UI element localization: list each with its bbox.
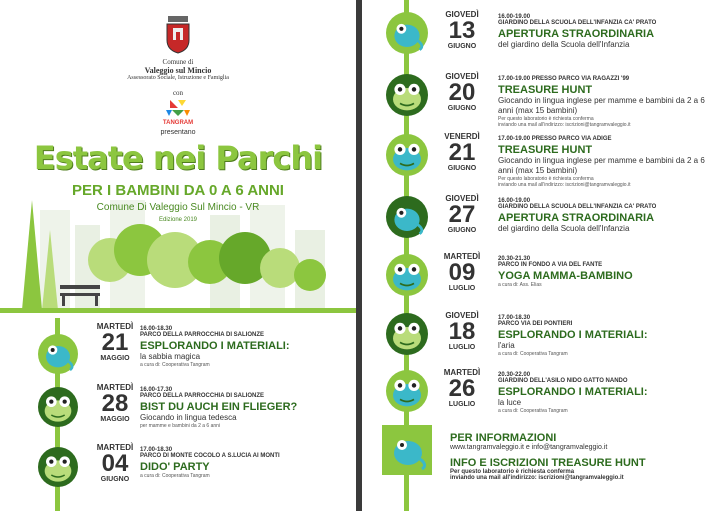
event-number: 26 bbox=[448, 375, 476, 402]
frog-icon bbox=[386, 74, 428, 116]
comune-line3: Assessorato Sociale, Istruzione e Famiglia bbox=[127, 75, 229, 82]
event-subtitle: la luce bbox=[498, 398, 522, 407]
event-day: MARTEDÌ bbox=[443, 368, 481, 377]
frog-icon bbox=[38, 447, 78, 487]
event-title: BIST DU AUCH EIN FLIEGER? bbox=[140, 401, 298, 413]
event-month: LUGLIO bbox=[448, 285, 476, 292]
event-date bbox=[432, 194, 492, 234]
event-icon bbox=[386, 313, 428, 355]
event-location: PARCO VIA DEI PONTIERI bbox=[498, 321, 573, 327]
event-subtitle: Giocando in lingua inglese per mamme e bambini da 2 a 6 anni (max 15 bambini) bbox=[498, 96, 705, 115]
left-page bbox=[0, 0, 356, 511]
event-subtitle: l'aria bbox=[498, 341, 515, 350]
event-icon bbox=[386, 370, 428, 412]
event-number: 28 bbox=[101, 390, 129, 417]
event-subtitle: la sabbia magica bbox=[140, 352, 201, 361]
event-number: 21 bbox=[448, 139, 476, 166]
event-note-email[interactable]: inviando una mail all'indirizzo: iscrizioni@tangramvaleggio.it bbox=[498, 182, 631, 188]
event-info bbox=[498, 136, 716, 188]
event-note: Per questo laboratorio è richiesta conferma bbox=[498, 176, 594, 182]
event-number: 18 bbox=[448, 318, 476, 345]
event-date bbox=[432, 368, 492, 408]
event-month: GIUGNO bbox=[447, 105, 477, 112]
event-info bbox=[140, 326, 354, 368]
event-number: 21 bbox=[101, 329, 129, 356]
tangram-logo-icon bbox=[156, 98, 200, 126]
event-date bbox=[432, 10, 492, 50]
con-text: con bbox=[172, 89, 184, 97]
event-location: PARCO DI MONTE COCOLO A S.LUCIA AI MONTI bbox=[140, 453, 280, 459]
event-title: YOGA MAMMA-BAMBINO bbox=[498, 270, 633, 282]
page-subtitle: PER I BAMBINI DA 0 A 6 ANNI bbox=[72, 182, 284, 199]
event-info bbox=[498, 256, 716, 288]
event-location: GIARDINO DELL'ASILO NIDO GATTO NANDO bbox=[498, 378, 628, 384]
event-date bbox=[432, 311, 492, 351]
presentano-text: presentano bbox=[160, 129, 196, 136]
event-time: 17.00-19.00 PRESSO PARCO VIA ADIGE bbox=[498, 136, 612, 142]
event-info bbox=[498, 372, 716, 414]
event-time: 17.00-18.30 bbox=[498, 315, 531, 321]
event-title: ESPLORANDO I MATERIALI: bbox=[140, 340, 290, 352]
event-title: APERTURA STRAORDINARIA bbox=[498, 212, 655, 224]
event-time: 16.00-19.00 bbox=[498, 14, 531, 20]
event-month: GIUGNO bbox=[447, 165, 477, 172]
info-text[interactable]: www.tangramvaleggio.it e info@tangramvaleggio.it bbox=[450, 444, 608, 451]
event-location: PARCO IN FONDO A VIA DEL FANTE bbox=[498, 262, 603, 268]
event-number: 13 bbox=[448, 17, 476, 44]
event-month: GIUGNO bbox=[447, 227, 477, 234]
event-number: 09 bbox=[448, 259, 476, 286]
footer bbox=[362, 420, 720, 511]
event-time: 17.00-19.00 PRESSO PARCO VIA RAGAZZI '99 bbox=[498, 76, 630, 82]
comune-line2: Valeggio sul Mincio bbox=[144, 66, 212, 76]
event-date bbox=[432, 72, 492, 112]
event-date bbox=[432, 132, 492, 172]
frog-icon bbox=[386, 134, 428, 176]
info-title: PER INFORMAZIONI bbox=[450, 432, 557, 444]
event-subtitle: del giardino della Scuola dell'Infanzia bbox=[498, 224, 630, 233]
event-note: a cura di: Cooperativa Tangram bbox=[140, 362, 210, 368]
place-text: Comune Di Valeggio Sul Mincio - VR bbox=[96, 202, 260, 213]
treasure-hunt-line2[interactable]: inviando una mail all'indirizzo: iscrizioni@tangramvaleggio.it bbox=[450, 475, 624, 481]
event-title: TREASURE HUNT bbox=[498, 144, 593, 156]
crest-icon bbox=[163, 14, 193, 54]
event-note: a cura di: Cooperativa Tangram bbox=[140, 473, 210, 479]
event-time: 20.30-21.30 bbox=[498, 256, 531, 262]
event-month: LUGLIO bbox=[448, 344, 476, 351]
event-info bbox=[498, 76, 716, 128]
event-location: PARCO DELLA PARROCCHIA DI SALIONZE bbox=[140, 332, 264, 338]
treasure-hunt-title: INFO E ISCRIZIONI TREASURE HUNT bbox=[450, 457, 646, 469]
event-date bbox=[85, 383, 145, 423]
event-location: GIARDINO DELLA SCUOLA DELL'INFANZIA CA' PRATO bbox=[498, 204, 657, 210]
event-note: a cura di: Cooperativa Tangram bbox=[498, 351, 568, 357]
event-subtitle: Giocando in lingua inglese per mamme e bambini da 2 a 6 anni (max 15 bambini) bbox=[498, 156, 705, 175]
event-day: GIOVEDÌ bbox=[445, 311, 479, 320]
chameleon-icon bbox=[386, 196, 428, 238]
event-note-email[interactable]: inviando una mail all'indirizzo: iscrizioni@tangramvaleggio.it bbox=[498, 122, 631, 128]
event-icon bbox=[386, 196, 428, 238]
event-time: 16.00-19.00 bbox=[498, 198, 531, 204]
event-info bbox=[140, 387, 354, 429]
event-month: GIUGNO bbox=[447, 43, 477, 50]
event-title: ESPLORANDO I MATERIALI: bbox=[498, 386, 648, 398]
event-icon bbox=[386, 12, 428, 54]
event-title: DIDO' PARTY bbox=[140, 461, 210, 473]
event-number: 04 bbox=[101, 450, 129, 477]
event-month: MAGGIO bbox=[100, 416, 130, 423]
event-time: 16.00-17.30 bbox=[140, 387, 173, 393]
comune-block bbox=[100, 58, 256, 82]
event-day: GIOVEDÌ bbox=[445, 194, 479, 203]
frog-icon bbox=[386, 313, 428, 355]
event-note: Per questo laboratorio è richiesta conferma bbox=[498, 116, 594, 122]
event-number: 20 bbox=[448, 79, 476, 106]
event-day: VENERDÌ bbox=[444, 132, 480, 141]
event-number: 27 bbox=[448, 201, 476, 228]
event-time: 16.00-18.30 bbox=[140, 326, 173, 332]
event-note: per mamme e bambini da 2 a 6 anni bbox=[140, 423, 221, 429]
event-day: MARTEDÌ bbox=[96, 443, 134, 452]
treasure-hunt-line1: Per questo laboratorio è richiesta conferma bbox=[450, 469, 575, 475]
event-day: MARTEDÌ bbox=[96, 383, 134, 392]
page-title: Estate nei Parchi bbox=[33, 139, 323, 177]
event-date bbox=[85, 322, 145, 362]
event-day: GIOVEDÌ bbox=[445, 72, 479, 81]
chameleon-icon bbox=[38, 334, 78, 374]
event-date bbox=[85, 443, 145, 483]
footer-icon-box bbox=[382, 425, 432, 475]
comune-line1: Comune di bbox=[162, 58, 194, 66]
event-note: a cura di: Cooperativa Tangram bbox=[498, 408, 568, 414]
event-day: MARTEDÌ bbox=[96, 322, 134, 331]
event-info bbox=[498, 14, 716, 50]
frog-icon bbox=[386, 254, 428, 296]
event-note: a cura di: Ass. Elias bbox=[498, 282, 542, 288]
event-title: APERTURA STRAORDINARIA bbox=[498, 28, 655, 40]
event-month: LUGLIO bbox=[448, 401, 476, 408]
event-day: GIOVEDÌ bbox=[445, 10, 479, 19]
event-icon bbox=[38, 447, 78, 487]
event-title: ESPLORANDO I MATERIALI: bbox=[498, 329, 648, 341]
event-info bbox=[140, 447, 354, 479]
event-date bbox=[432, 252, 492, 292]
event-time: 17.00-18.30 bbox=[140, 447, 173, 453]
chameleon-icon bbox=[382, 425, 432, 475]
event-subtitle: Giocando in lingua tedesca bbox=[140, 413, 237, 422]
event-info bbox=[498, 198, 716, 234]
event-icon bbox=[38, 387, 78, 427]
event-month: MAGGIO bbox=[100, 355, 130, 362]
event-info bbox=[498, 315, 716, 357]
info-block bbox=[450, 432, 718, 481]
event-location: GIARDINO DELLA SCUOLA DELL'INFANZIA CA' PRATO bbox=[498, 20, 657, 26]
frog-icon bbox=[386, 370, 428, 412]
event-time: 20.30-22.00 bbox=[498, 372, 531, 378]
frog-icon bbox=[38, 387, 78, 427]
tangram-label: TANGRAM bbox=[162, 120, 194, 126]
chameleon-icon bbox=[386, 12, 428, 54]
event-subtitle: del giardino della Scuola dell'Infanzia bbox=[498, 40, 630, 49]
event-icon bbox=[386, 134, 428, 176]
event-icon bbox=[38, 334, 78, 374]
event-day: MARTEDÌ bbox=[443, 252, 481, 261]
event-month: GIUGNO bbox=[100, 476, 130, 483]
edition-text: Edizione 2019 bbox=[158, 217, 198, 223]
event-icon bbox=[386, 74, 428, 116]
event-icon bbox=[386, 254, 428, 296]
event-location: PARCO DELLA PARROCCHIA DI SALIONZE bbox=[140, 393, 264, 399]
right-page bbox=[362, 0, 720, 511]
event-title: TREASURE HUNT bbox=[498, 84, 593, 96]
